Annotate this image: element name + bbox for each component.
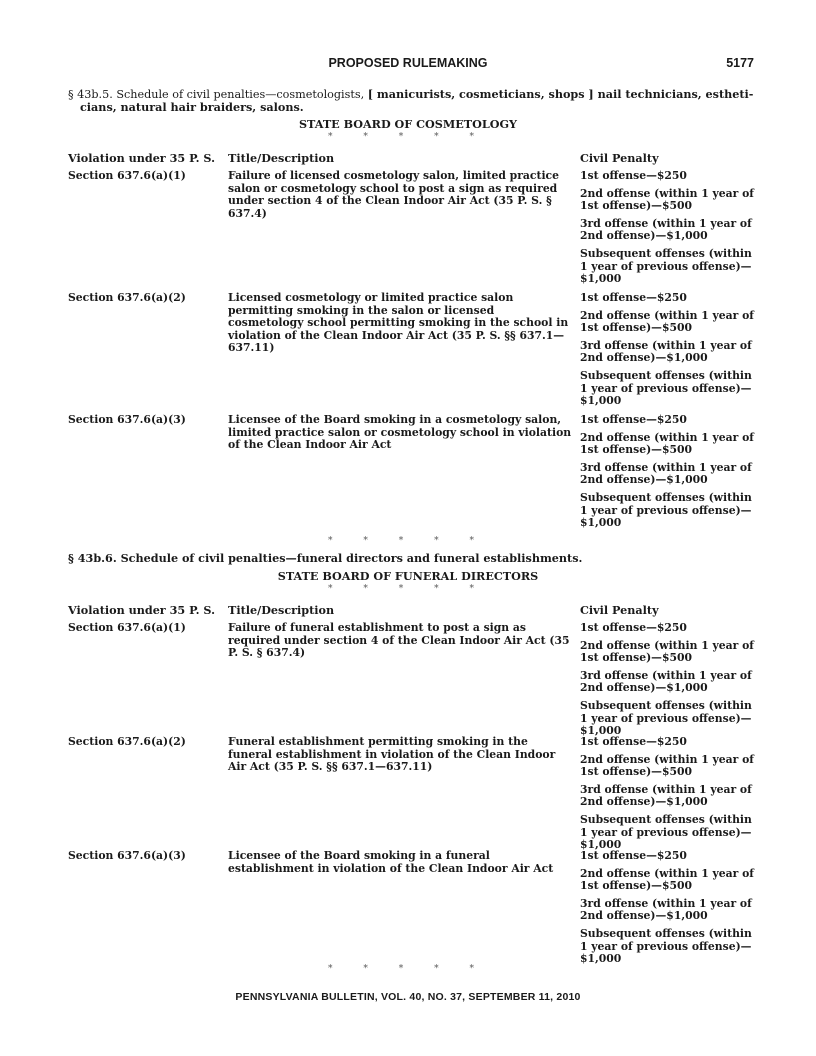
running-header-title: PROPOSED RULEMAKING <box>328 56 488 70</box>
penalty-line: 3rd offense (within 1 year of 2nd offense)—$1,000 <box>580 668 752 695</box>
omission-stars: * * * * * <box>328 584 488 594</box>
violation-cell: Section 637.6(a)(2) <box>68 735 186 748</box>
description-cell: Licensee of the Board smoking in a cosmetology salon, limited practice salon or cosmetology school in violation of the Clean Indoor Air Act <box>228 413 572 452</box>
penalty-line: 3rd offense (within 1 year of 2nd offense)—$1,000 <box>580 216 752 243</box>
omission-stars: * * * * * <box>328 964 488 974</box>
bracketed-deletion: [ manicurists, cosmeticians, shops ] <box>367 87 594 101</box>
violation-cell: Section 637.6(a)(1) <box>68 621 186 634</box>
page-number: 5177 <box>726 56 754 70</box>
omission-stars: * * * * * <box>328 536 488 546</box>
column-header-penalty: Civil Penalty <box>580 151 659 165</box>
section-heading-insertion: nail technicians, estheti- <box>593 87 754 101</box>
penalty-line: 1st offense—$250 <box>580 735 687 748</box>
column-header-violation: Violation under 35 P. S. <box>68 151 215 165</box>
section-heading-43b6: § 43b.6. Schedule of civil penalties—funeral directors and funeral establishments. <box>68 551 583 565</box>
penalty-cell <box>580 736 760 857</box>
penalty-line: 1st offense—$250 <box>580 291 687 304</box>
penalty-cell <box>580 292 760 413</box>
penalty-line: 2nd offense (within 1 year of 1st offense)—$500 <box>580 638 754 665</box>
description-cell: Failure of licensed cosmetology salon, limited practice salon or cosmetology school to post a sign as required under section 4 of the Clean Indoor Air Act (35 P. S. § 637.4) <box>228 169 559 220</box>
description-cell: Funeral establishment permitting smoking in the funeral establishment in violation of the Clean Indoor Air Act (35 P. S. §§ 637.1—637.11) <box>228 735 556 774</box>
penalty-line: 1st offense—$250 <box>580 621 687 634</box>
penalty-cell <box>580 414 760 535</box>
penalty-line: Subsequent offenses (within 1 year of previous offense)—$1,000 <box>580 368 752 408</box>
penalty-line: 3rd offense (within 1 year of 2nd offense)—$1,000 <box>580 782 752 809</box>
penalty-line: 1st offense—$250 <box>580 413 687 426</box>
penalty-line: 2nd offense (within 1 year of 1st offense)—$500 <box>580 752 754 779</box>
penalty-line: 2nd offense (within 1 year of 1st offense)—$500 <box>580 866 754 893</box>
column-header-title: Title/Description <box>228 151 335 165</box>
penalty-cell <box>580 622 760 743</box>
penalty-line: Subsequent offenses (within 1 year of previous offense)—$1,000 <box>580 926 752 966</box>
board-title-funeral-directors: STATE BOARD OF FUNERAL DIRECTORS <box>277 569 539 583</box>
penalty-line: Subsequent offenses (within 1 year of previous offense)—$1,000 <box>580 246 752 286</box>
column-header-violation: Violation under 35 P. S. <box>68 603 215 617</box>
penalty-line: 1st offense—$250 <box>580 849 687 862</box>
violation-cell: Section 637.6(a)(1) <box>68 169 186 182</box>
section-heading-43b5 <box>68 88 758 114</box>
violation-cell: Section 637.6(a)(2) <box>68 291 186 304</box>
penalty-line: 2nd offense (within 1 year of 1st offense)—$500 <box>580 308 754 335</box>
description-cell: Licensed cosmetology or limited practice salon permitting smoking in the salon or licensed cosmetology school permitting smoking in the school in violation of the Clean Indoor Air Act (35 P. S. §§ 637.1—637.11) <box>228 291 569 355</box>
penalty-line: 3rd offense (within 1 year of 2nd offense)—$1,000 <box>580 896 752 923</box>
column-header-penalty: Civil Penalty <box>580 603 659 617</box>
penalty-line: 3rd offense (within 1 year of 2nd offense)—$1,000 <box>580 338 752 365</box>
bulletin-footer: PENNSYLVANIA BULLETIN, VOL. 40, NO. 37, SEPTEMBER 11, 2010 <box>235 991 581 1003</box>
omission-stars: * * * * * <box>328 132 488 142</box>
description-cell: Failure of funeral establishment to post a sign as required under section 4 of the Clean Indoor Air Act (35 P. S. § 637.4) <box>228 621 570 660</box>
penalty-line: 3rd offense (within 1 year of 2nd offense)—$1,000 <box>580 460 752 487</box>
column-header-title: Title/Description <box>228 603 335 617</box>
violation-cell: Section 637.6(a)(3) <box>68 413 186 426</box>
penalty-cell <box>580 850 760 971</box>
section-heading-continuation: cians, natural hair braiders, salons. <box>80 100 304 114</box>
penalty-line: Subsequent offenses (within 1 year of previous offense)—$1,000 <box>580 490 752 530</box>
penalty-line: 1st offense—$250 <box>580 169 687 182</box>
board-title-cosmetology: STATE BOARD OF COSMETOLOGY <box>298 117 518 131</box>
penalty-line: 2nd offense (within 1 year of 1st offense)—$500 <box>580 186 754 213</box>
description-cell: Licensee of the Board smoking in a funeral establishment in violation of the Clean Indoor Air Act <box>228 849 554 875</box>
penalty-line: Subsequent offenses (within 1 year of previous offense)—$1,000 <box>580 698 752 738</box>
penalty-cell <box>580 170 760 291</box>
penalty-line: Subsequent offenses (within 1 year of previous offense)—$1,000 <box>580 812 752 852</box>
violation-cell: Section 637.6(a)(3) <box>68 849 186 862</box>
penalty-line: 2nd offense (within 1 year of 1st offense)—$500 <box>580 430 754 457</box>
section-heading-start: § 43b.5. Schedule of civil penalties—cosmetologists, <box>68 88 368 101</box>
